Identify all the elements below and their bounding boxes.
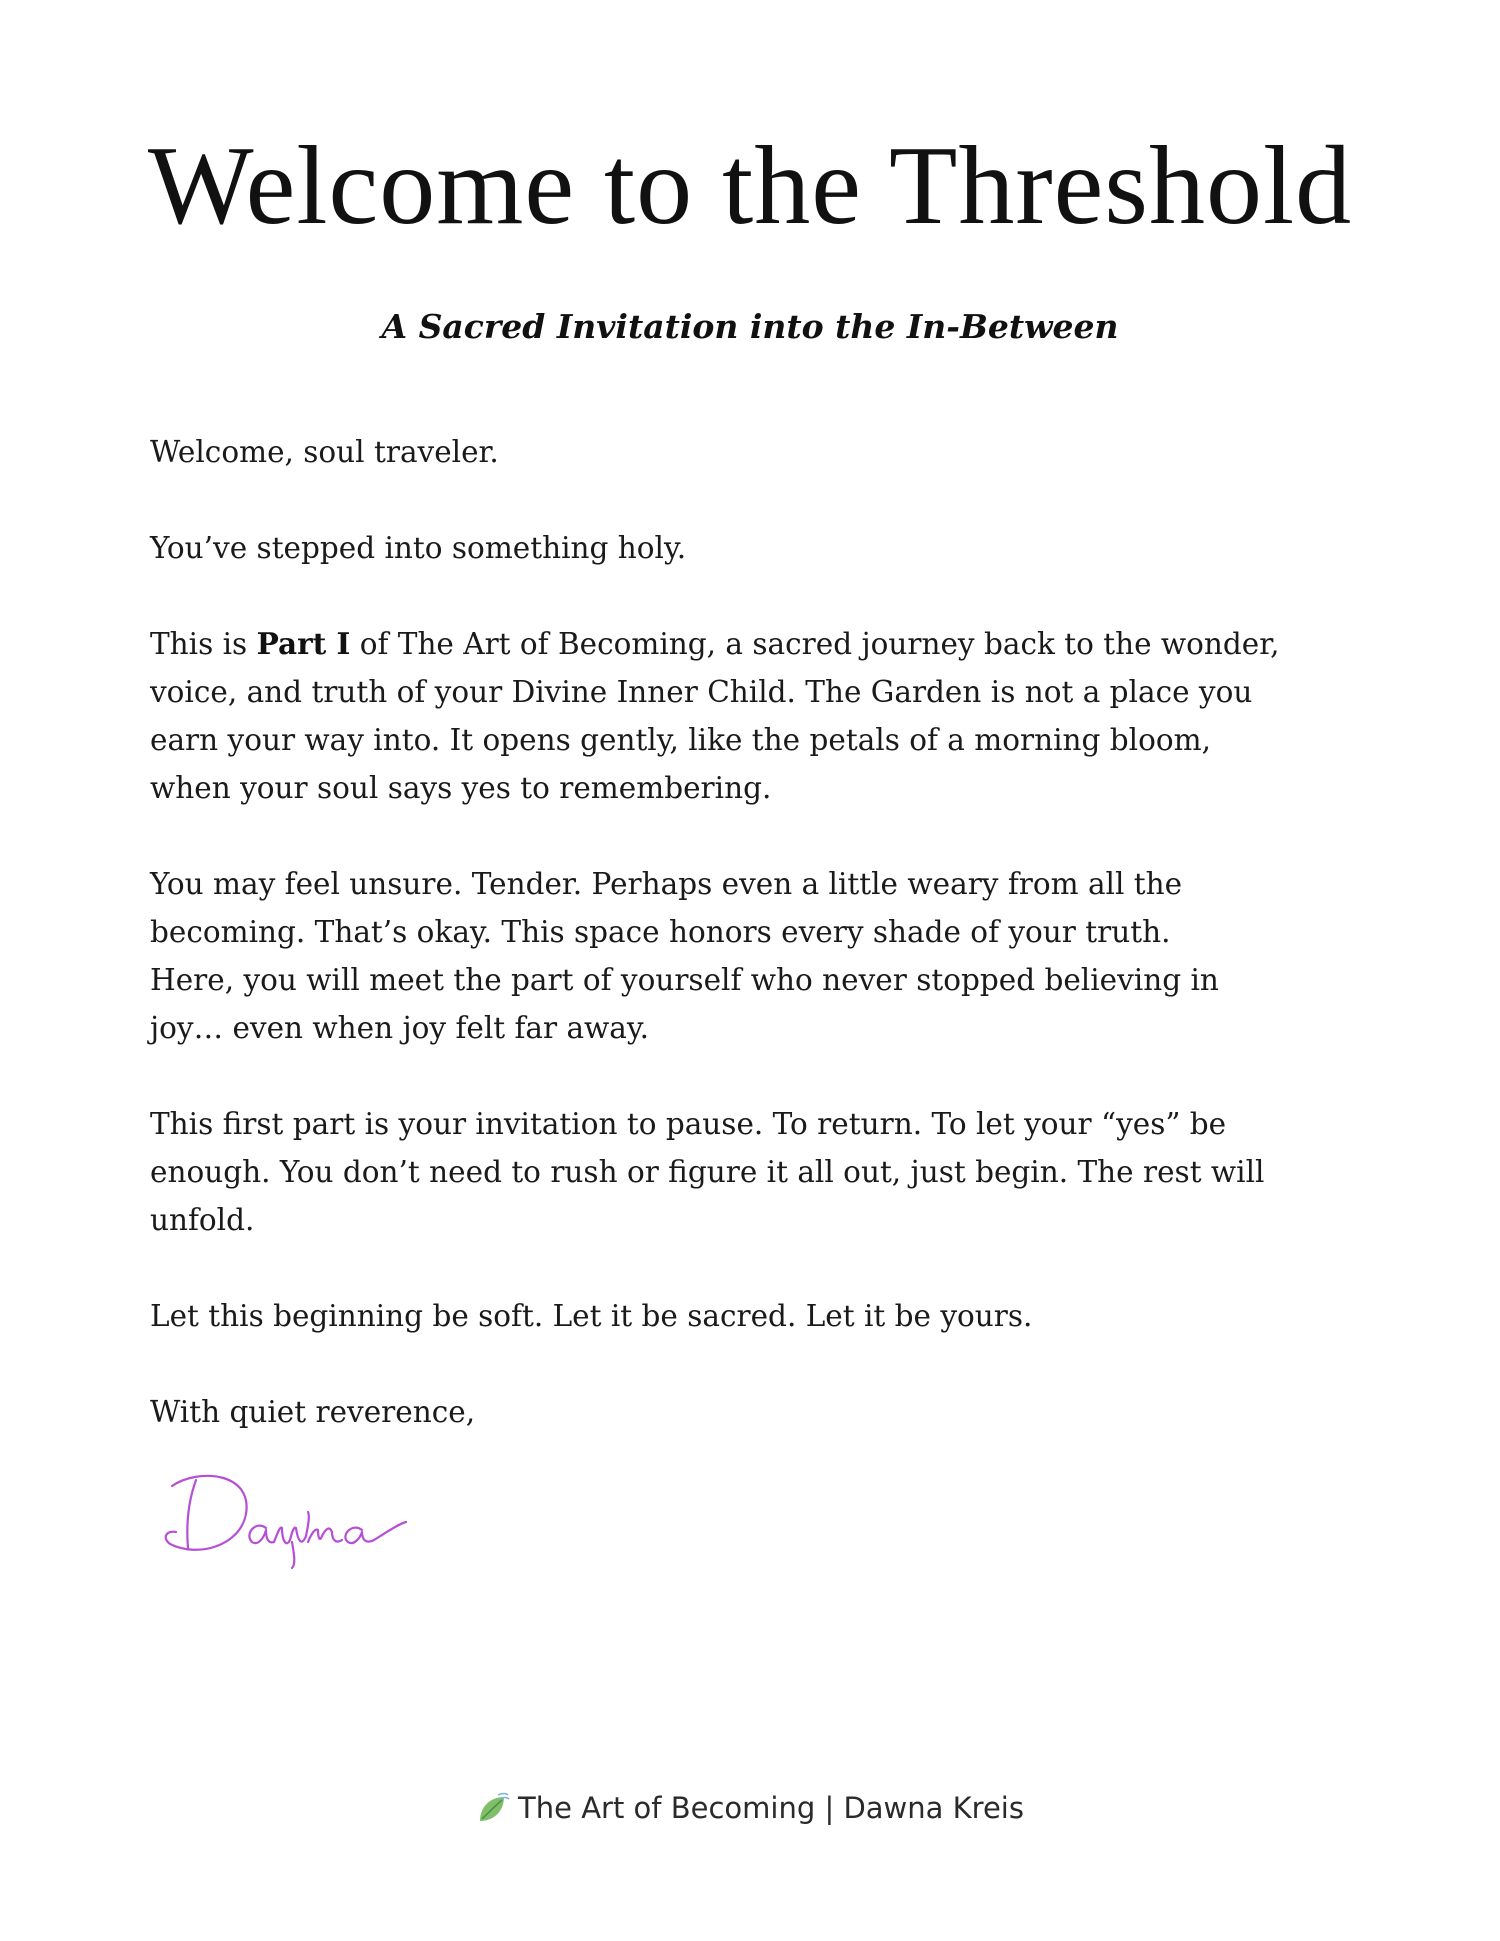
leaf-icon — [476, 1791, 510, 1825]
page-title: Welcome to the Threshold — [147, 124, 1353, 248]
paragraph-part-one — [150, 620, 1370, 812]
paragraph-greeting: Welcome, soul traveler. — [150, 435, 499, 469]
paragraph-holy: You’ve stepped into something holy. — [150, 531, 687, 565]
letter-body — [150, 428, 1370, 1436]
footer-text: The Art of Becoming | Dawna Kreis — [518, 1791, 1024, 1825]
signature — [158, 1462, 418, 1572]
closing-line: With quiet reverence, — [150, 1395, 476, 1429]
part-one-label: Part I — [256, 626, 351, 661]
page-subtitle: A Sacred Invitation into the In-Between — [381, 307, 1119, 346]
paragraph-part-one-rest: of The Art of Becoming, a sacred journey back to the wonder, voice, and truth of your Divine Inner Child. The Garden is not a place you earn your way into. It opens gently, like the petals of a morning bloom, when your soul says yes to remembering. — [150, 627, 1280, 805]
paragraph-part-one-prefix: This is — [150, 627, 257, 661]
paragraph-unsure: You may feel unsure. Tender. Perhaps even a little weary from all the becoming. That’s okay. This space honors every shade of your truth. Here, you will meet the part of yourself who never stopped believing in joy… even when joy felt far away. — [150, 867, 1219, 1045]
paragraph-beginning: Let this beginning be soft. Let it be sacred. Let it be yours. — [150, 1299, 1033, 1333]
footer — [0, 1788, 1500, 1828]
paragraph-invitation: This first part is your invitation to pause. To return. To let your “yes” be enough. You don’t need to rush or figure it all out, just begin. The rest will unfold. — [150, 1107, 1265, 1237]
